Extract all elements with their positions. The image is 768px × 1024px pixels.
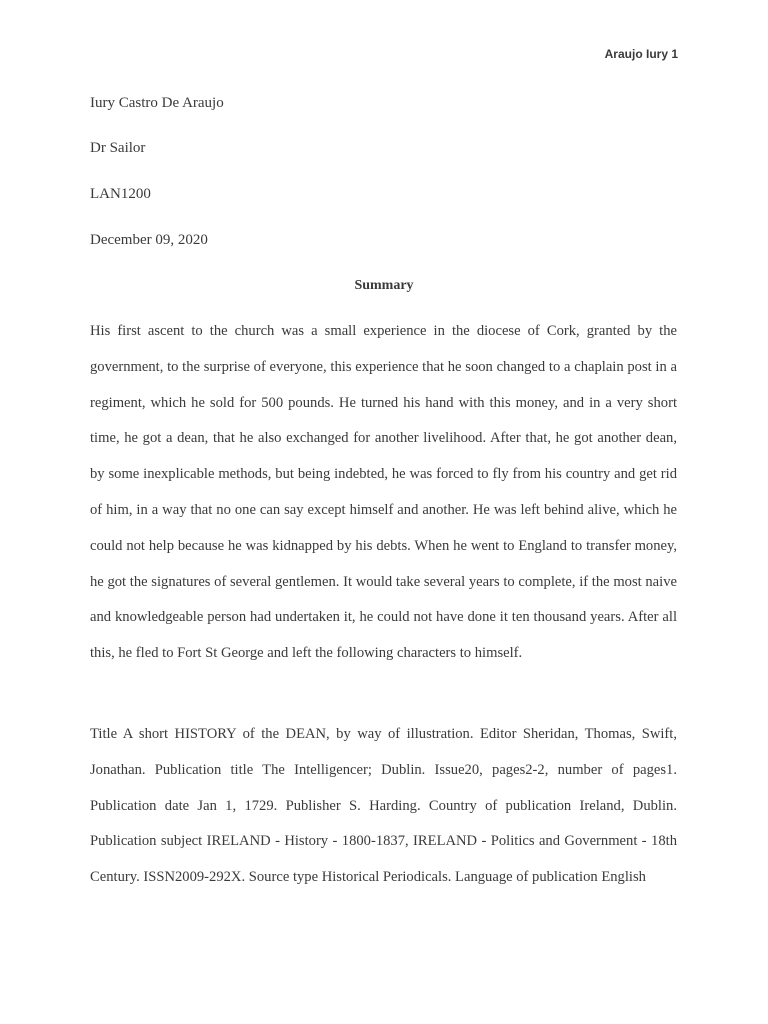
body-paragraph-summary: His first ascent to the church was a small experience in the diocese of Cork, granted by the government, to the surprise of everyone, this experience that he soon changed to a chaplain post in a regiment, which he sold for 500 pounds. He turned his hand with this money, and in a very short time, he got a dean, that he also exchanged for another livelihood. After that, he got another dean, by some inexplicable methods, but being indebted, he was forced to fly from his country and get rid of him, in a way that no one can say except himself and another. He was left behind alive, which he could not help because he was kidnapped by his debts. When he went to England to transfer money, he got the signatures of several gentlemen. It would take several years to complete, if the most naive and knowledgeable person had undertaken it, he could not have done it ten thousand years. After all this, he fled to Fort St George and left the following characters to himself.: [90, 323, 677, 662]
body-paragraph-citation: Title A short HISTORY of the DEAN, by way of illustration. Editor Sheridan, Thomas, Swift, Jonathan. Publication title The Intelligencer; Dublin. Issue20, pages2-2, number of pages1. Publication date Jan 1, 1729. Publisher S. Harding. Country of publication Ireland, Dublin. Publication subject IRELAND - History - 1800-1837, IRELAND - Politics and Government - 18th Century. ISSN2009-292X. Source type Historical Periodicals. Language of publication English: [90, 726, 677, 886]
instructor-name: Dr Sailor: [90, 140, 146, 156]
running-head: Araujo Iury 1: [604, 47, 678, 61]
page-title: Summary: [354, 278, 414, 293]
course-code: LAN1200: [90, 186, 151, 202]
date: December 09, 2020: [90, 232, 208, 248]
student-name: Iury Castro De Araujo: [90, 95, 224, 111]
